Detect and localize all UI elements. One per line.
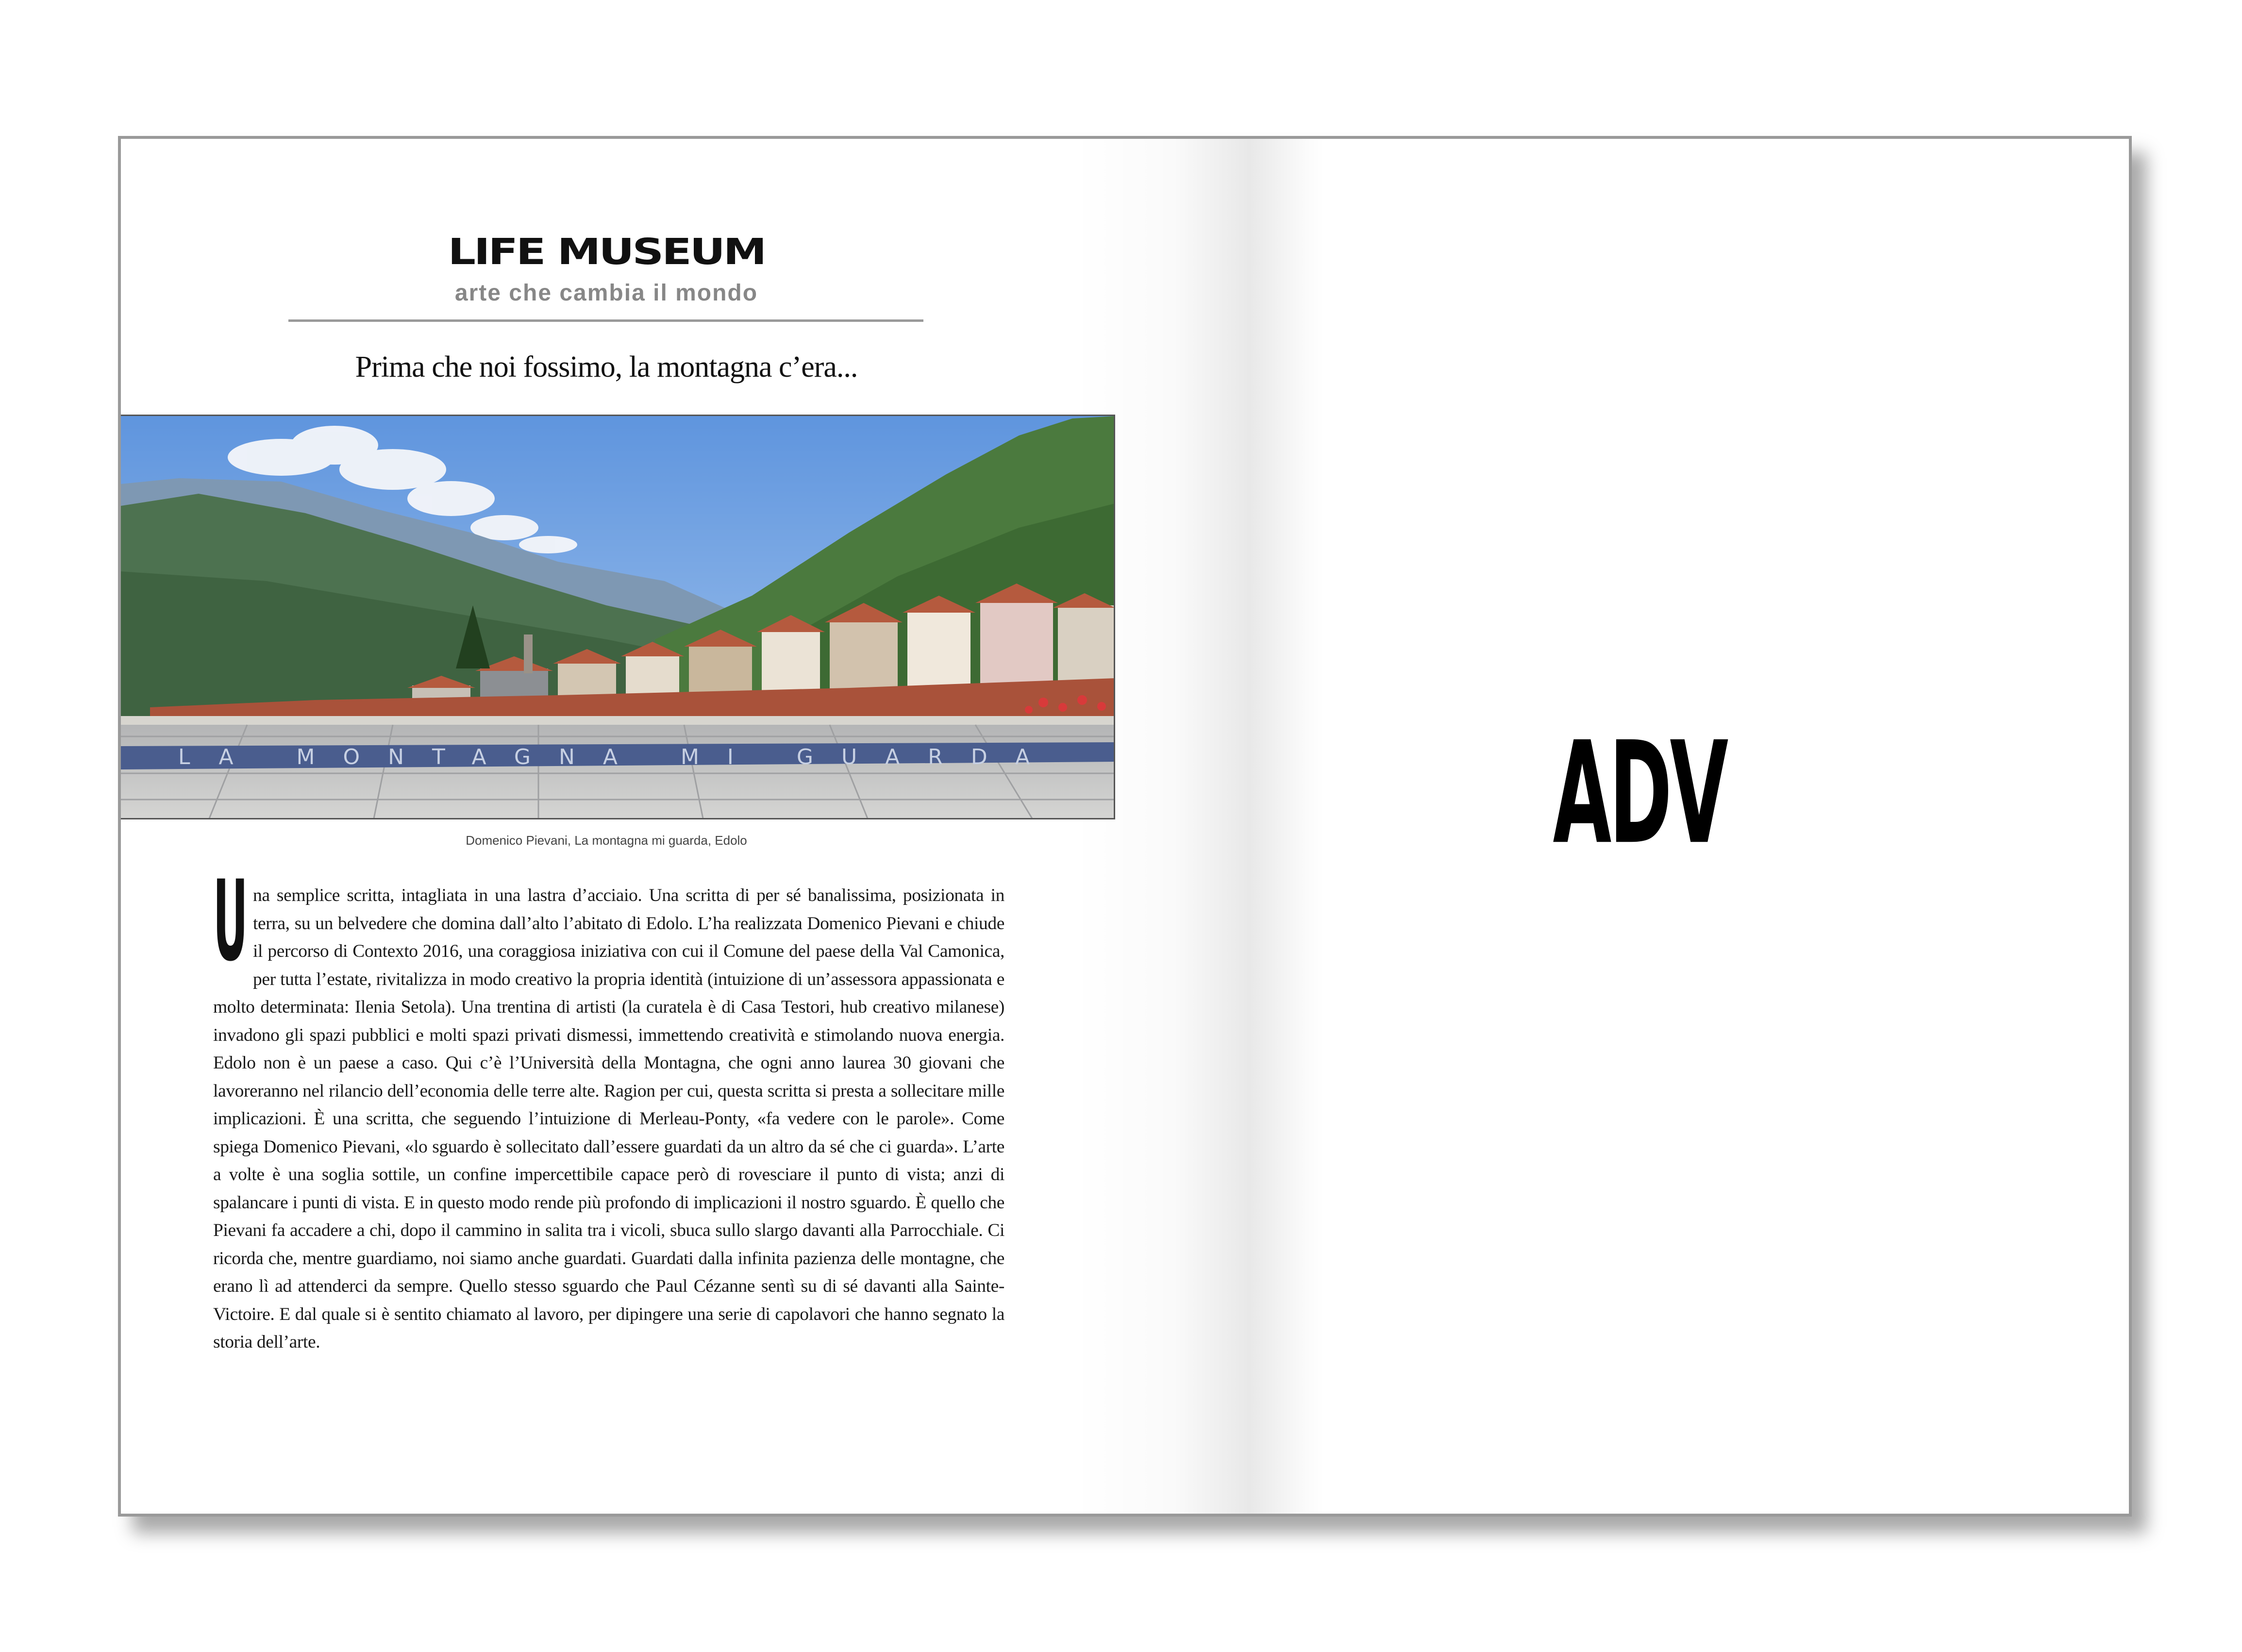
article-headline: Prima che noi fossimo, la montagna c’era... <box>355 350 858 384</box>
photo-inscription: LA MONTAGNA MI GUARDA <box>178 745 1058 769</box>
article-body-text: na semplice scritta, intagliata in una lastra d’acciaio. Una scritta di per sé banalissima, posizionata in terra, su un belvedere che domina dall’alto l’abitato di Edolo. L’ha realizzata Domenico Pievani e chiude il percorso di Contexto 2016, una coraggiosa iniziativa con cui il Comune del paese della Val Camonica, per tutta l’estate, rivitalizza in modo creativo la propria identità (intuizione di un’assessora appassionata e molto determinata: Ilenia Setola). Una trentina di artisti (la curatela è di Casa Testori, hub creativo milanese) invadono gli spazi pubblici e molti spazi privati dismessi, immettendo creatività e stimolando nuova energia. Edolo non è un paese a caso. Qui c’è l’Università della Montagna, che ogni anno laurea 30 giovani che lavoreranno nel rilancio dell’economia delle terre alte. Ragion per cui, questa scritta si presta a sollecitare mille implicazioni. È una scritta, che seguendo l’intuizione di Merleau-Ponty, «fa vedere con le parole». Come spiega Domenico Pievani, «lo sguardo è sollecitato dall’essere guardati da un altro da sé che ci guarda». L’arte a volte è una soglia sottile, un confine impercettibile capace però di rovesciare il punto di vista; anzi di spalancare i punti di vista. E in questo modo rende più profondo di implicazioni il nostro sguardo. È quello che Pievani fa accadere a chi, dopo il cammino in salita tra i vicoli, sbuca sullo slargo davanti alla Parrocchiale. Ci ricorda che, mentre guardiamo, noi siamo anche guardati. Guardati dalla infinita pazienza delle montagne, che erano lì ad attenderci da sempre. Quello stesso sguardo che Paul Cézanne sentì su di sé davanti alla Sainte-Victoire. E dal quale si è sentito chiamato al lavoro, per dipingere una serie di capolavori che hanno segnato la storia dell’arte. <box>213 885 1004 1352</box>
advertisement-placeholder: ADV <box>1553 712 1726 876</box>
page-gutter-shadow <box>1072 139 1325 1514</box>
photo-caption: Domenico Pievani, La montagna mi guarda, Edolo <box>466 833 747 848</box>
drop-cap: U <box>213 856 248 986</box>
article-photo <box>121 415 1115 819</box>
article-body <box>213 856 1004 1356</box>
title-divider <box>288 319 923 322</box>
section-subtitle: arte che cambia il mondo <box>454 280 758 306</box>
section-title: LIFE MUSEUM <box>448 231 765 273</box>
magazine-spread <box>118 136 2132 1517</box>
